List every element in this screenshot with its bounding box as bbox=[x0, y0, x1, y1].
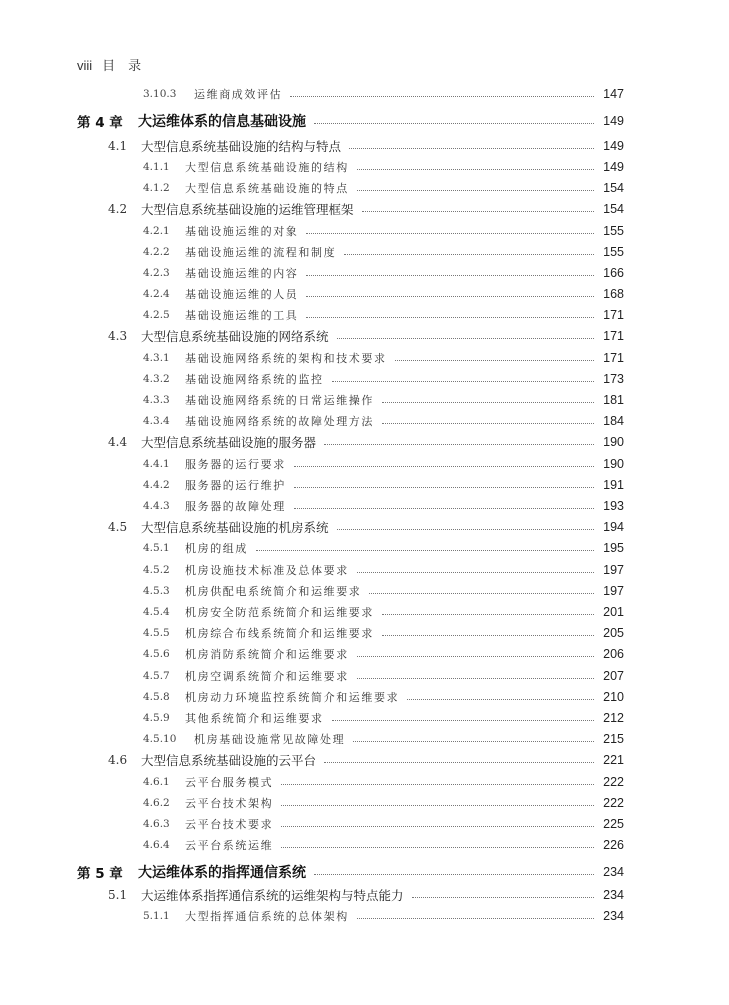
toc-entry-page: 234 bbox=[603, 888, 624, 902]
toc-entry-page: 215 bbox=[603, 732, 624, 746]
toc-entry-title: 服务器的故障处理 bbox=[185, 500, 286, 513]
dot-leader bbox=[294, 465, 594, 467]
toc-entry-number: 4.2.1 bbox=[143, 225, 170, 237]
toc-entry-number: 4.4.3 bbox=[143, 500, 170, 512]
dot-leader bbox=[357, 571, 594, 573]
toc-entry-page: 210 bbox=[603, 690, 624, 704]
dot-leader bbox=[332, 719, 594, 721]
toc-entry-number: 4.3.3 bbox=[143, 394, 170, 406]
toc-entry-title: 基础设施运维的工具 bbox=[185, 309, 299, 322]
toc-entry-page: 201 bbox=[603, 605, 624, 619]
toc-entry-page: 184 bbox=[603, 414, 624, 428]
toc-entry-page: 149 bbox=[603, 160, 624, 174]
toc-entry-page: 155 bbox=[603, 245, 624, 259]
toc-entry-title: 其他系统简介和运维要求 bbox=[185, 712, 324, 725]
toc-entry-title: 基础设施网络系统的故障处理方法 bbox=[185, 415, 374, 428]
toc-entry-sub[interactable] bbox=[0, 348, 729, 368]
dot-leader bbox=[281, 783, 594, 785]
toc-entry-page: 171 bbox=[603, 308, 624, 322]
toc-entry-page: 168 bbox=[603, 287, 624, 301]
toc-entry-number: 4.6 bbox=[108, 753, 128, 767]
toc-entry-number: 第 5 章 bbox=[77, 866, 123, 882]
dot-leader bbox=[357, 168, 594, 170]
toc-entry-number: 4.6.4 bbox=[143, 839, 170, 851]
toc-entry-section[interactable] bbox=[0, 750, 729, 770]
page-number-roman: viii bbox=[77, 58, 93, 73]
toc-entry-number: 4.4 bbox=[108, 435, 128, 449]
header-section-title: 目 录 bbox=[102, 58, 142, 73]
toc-entry-title: 基础设施网络系统的监控 bbox=[185, 373, 324, 386]
toc-entry-sub[interactable] bbox=[0, 411, 729, 431]
toc-entry-title: 基础设施运维的对象 bbox=[185, 225, 299, 238]
toc-entry-title: 基础设施运维的人员 bbox=[185, 288, 299, 301]
toc-entry-sub[interactable] bbox=[0, 772, 729, 792]
dot-leader bbox=[314, 122, 594, 124]
dot-leader bbox=[314, 873, 594, 875]
toc-entry-number: 4.1.2 bbox=[143, 182, 170, 194]
toc-entry-page: 226 bbox=[603, 838, 624, 852]
dot-leader bbox=[353, 740, 594, 742]
toc-entry-chapter[interactable] bbox=[0, 111, 729, 131]
toc-entry-number: 4.5.8 bbox=[143, 691, 170, 703]
toc-entry-page: 171 bbox=[603, 351, 624, 365]
toc-entry-number: 第 4 章 bbox=[77, 115, 123, 131]
dot-leader bbox=[306, 232, 594, 234]
dot-leader bbox=[294, 507, 594, 509]
toc-entry-number: 4.2.3 bbox=[143, 267, 170, 279]
toc-entry-number: 4.3 bbox=[108, 329, 128, 343]
dot-leader bbox=[357, 655, 594, 657]
toc-entry-number: 4.5.6 bbox=[143, 648, 170, 660]
toc-entry-page: 154 bbox=[603, 181, 624, 195]
toc-entry-number: 4.5.7 bbox=[143, 670, 170, 682]
toc-entry-number: 4.5.2 bbox=[143, 564, 170, 576]
toc-entry-page: 222 bbox=[603, 775, 624, 789]
toc-entry-page: 147 bbox=[603, 87, 624, 101]
toc-entry-sub[interactable] bbox=[0, 454, 729, 474]
toc-entry-number: 5.1 bbox=[108, 888, 128, 902]
toc-entry-title: 机房基础设施常见故障处理 bbox=[194, 733, 346, 746]
toc-entry-page: 221 bbox=[603, 753, 624, 767]
toc-entry-page: 149 bbox=[603, 114, 624, 128]
dot-leader bbox=[357, 917, 594, 919]
toc-entry-page: 195 bbox=[603, 541, 624, 555]
toc-entry-sub[interactable] bbox=[0, 242, 729, 262]
toc-entry-title: 机房综合布线系统简介和运维要求 bbox=[185, 627, 374, 640]
toc-entry-title: 机房安全防范系统简介和运维要求 bbox=[185, 606, 374, 619]
toc-entry-sub[interactable] bbox=[0, 729, 729, 749]
toc-entry-page: 171 bbox=[603, 329, 624, 343]
dot-leader bbox=[256, 549, 594, 551]
dot-leader bbox=[306, 274, 594, 276]
dot-leader bbox=[294, 486, 594, 488]
toc-entry-number: 4.5.9 bbox=[143, 712, 170, 724]
toc-entry-title: 基础设施网络系统的架构和技术要求 bbox=[185, 352, 387, 365]
toc-entry-title: 机房空调系统简介和运维要求 bbox=[185, 670, 349, 683]
toc-entry-sub[interactable] bbox=[0, 602, 729, 622]
toc-entry-title: 机房动力环境监控系统简介和运维要求 bbox=[185, 691, 400, 704]
toc-entry-page: 193 bbox=[603, 499, 624, 513]
toc-entry-number: 4.2 bbox=[108, 202, 128, 216]
toc-entry-sub[interactable] bbox=[0, 708, 729, 728]
toc-entry-number: 4.1.1 bbox=[143, 161, 170, 173]
toc-entry-title: 大型信息系统基础设施的特点 bbox=[185, 182, 349, 195]
dot-leader bbox=[382, 401, 594, 403]
toc-entry-sub[interactable] bbox=[0, 284, 729, 304]
toc-entry-title: 机房的组成 bbox=[185, 542, 248, 555]
toc-entry-sub[interactable] bbox=[0, 793, 729, 813]
toc-entry-title: 云平台技术架构 bbox=[185, 797, 274, 810]
toc-entry-title: 机房设施技术标准及总体要求 bbox=[185, 564, 349, 577]
toc-entry-number: 4.5 bbox=[108, 520, 128, 534]
toc-entry-section[interactable] bbox=[0, 136, 729, 156]
toc-entry-page: 155 bbox=[603, 224, 624, 238]
toc-entry-title: 服务器的运行要求 bbox=[185, 458, 286, 471]
toc-entry-title: 机房供配电系统简介和运维要求 bbox=[185, 585, 362, 598]
toc-entry-section[interactable] bbox=[0, 326, 729, 346]
toc-entry-sub[interactable] bbox=[0, 623, 729, 643]
toc-entry-number: 4.6.2 bbox=[143, 797, 170, 809]
toc-entry-number: 4.6.1 bbox=[143, 776, 170, 788]
toc-entry-page: 225 bbox=[603, 817, 624, 831]
toc-entry-number: 3.10.3 bbox=[143, 88, 177, 100]
dot-leader bbox=[324, 443, 594, 445]
toc-entry-page: 190 bbox=[603, 435, 624, 449]
toc-entry-page: 191 bbox=[603, 478, 624, 492]
dot-leader bbox=[281, 825, 594, 827]
toc-entry-sub[interactable] bbox=[0, 835, 729, 855]
toc-entry-title: 大型信息系统基础设施的服务器 bbox=[141, 435, 317, 450]
toc-entry-section[interactable] bbox=[0, 199, 729, 219]
toc-entry-number: 4.2.4 bbox=[143, 288, 170, 300]
toc-entry-page: 207 bbox=[603, 669, 624, 683]
toc-entry-number: 5.1.1 bbox=[143, 910, 170, 922]
dot-leader bbox=[369, 592, 594, 594]
toc-entry-page: 222 bbox=[603, 796, 624, 810]
toc-entry-title: 基础设施网络系统的日常运维操作 bbox=[185, 394, 374, 407]
toc-entry-sub[interactable] bbox=[0, 814, 729, 834]
toc-entry-title: 云平台系统运维 bbox=[185, 839, 274, 852]
dot-leader bbox=[337, 528, 594, 530]
toc-entry-title: 运维商成效评估 bbox=[194, 88, 283, 101]
toc-entry-sub[interactable] bbox=[0, 687, 729, 707]
toc-entry-number: 4.5.1 bbox=[143, 542, 170, 554]
dot-leader bbox=[332, 380, 594, 382]
dot-leader bbox=[357, 677, 594, 679]
toc-entry-page: 190 bbox=[603, 457, 624, 471]
toc-entry-title: 基础设施运维的内容 bbox=[185, 267, 299, 280]
toc-entry-number: 4.5.4 bbox=[143, 606, 170, 618]
dot-leader bbox=[344, 253, 594, 255]
toc-entry-sub[interactable] bbox=[0, 178, 729, 198]
toc-entry-page: 234 bbox=[603, 909, 624, 923]
toc-entry-title: 云平台服务模式 bbox=[185, 776, 274, 789]
toc-entry-number: 4.3.2 bbox=[143, 373, 170, 385]
toc-entry-sub[interactable] bbox=[0, 581, 729, 601]
toc-entry-number: 4.3.4 bbox=[143, 415, 170, 427]
dot-leader bbox=[382, 613, 594, 615]
toc-entry-chapter[interactable] bbox=[0, 862, 729, 882]
toc-entry-number: 4.3.1 bbox=[143, 352, 170, 364]
dot-leader bbox=[412, 896, 594, 898]
dot-leader bbox=[382, 634, 594, 636]
dot-leader bbox=[395, 359, 594, 361]
toc-entry-sub[interactable] bbox=[0, 644, 729, 664]
toc-entry-title: 机房消防系统简介和运维要求 bbox=[185, 648, 349, 661]
toc-entry-page: 194 bbox=[603, 520, 624, 534]
toc-entry-title: 云平台技术要求 bbox=[185, 818, 274, 831]
toc-entry-sub[interactable] bbox=[0, 305, 729, 325]
toc-entry-number: 4.5.5 bbox=[143, 627, 170, 639]
toc-entry-number: 4.2.2 bbox=[143, 246, 170, 258]
dot-leader bbox=[306, 295, 594, 297]
toc-entry-sub[interactable] bbox=[0, 390, 729, 410]
toc-entry-title: 大运维体系指挥通信系统的运维架构与特点能力 bbox=[141, 888, 404, 903]
toc-entry-number: 4.5.10 bbox=[143, 733, 177, 745]
toc-entry-number: 4.4.1 bbox=[143, 458, 170, 470]
toc-entry-sub[interactable] bbox=[0, 369, 729, 389]
toc-entry-page: 234 bbox=[603, 865, 624, 879]
dot-leader bbox=[281, 804, 594, 806]
toc-entry-sub[interactable] bbox=[0, 560, 729, 580]
toc-entry-title: 大型信息系统基础设施的运维管理框架 bbox=[141, 202, 354, 217]
toc-entry-page: 173 bbox=[603, 372, 624, 386]
toc-entry-title: 大型信息系统基础设施的结构 bbox=[185, 161, 349, 174]
toc-entry-sub[interactable] bbox=[0, 157, 729, 177]
toc-entry-sub[interactable] bbox=[0, 666, 729, 686]
dot-leader bbox=[281, 846, 594, 848]
toc-entry-page: 206 bbox=[603, 647, 624, 661]
toc-entry-number: 4.5.3 bbox=[143, 585, 170, 597]
toc-entry-title: 服务器的运行维护 bbox=[185, 479, 286, 492]
running-header bbox=[77, 55, 141, 74]
dot-leader bbox=[382, 422, 594, 424]
toc-entry-number: 4.1 bbox=[108, 139, 128, 153]
toc-entry-number: 4.4.2 bbox=[143, 479, 170, 491]
toc-entry-title: 大运维体系的信息基础设施 bbox=[138, 114, 306, 130]
toc-entry-title: 基础设施运维的流程和制度 bbox=[185, 246, 337, 259]
dot-leader bbox=[306, 316, 594, 318]
toc-entry-sub[interactable] bbox=[0, 906, 729, 926]
toc-entry-section[interactable] bbox=[0, 432, 729, 452]
dot-leader bbox=[324, 761, 594, 763]
toc-entry-title: 大型指挥通信系统的总体架构 bbox=[185, 910, 349, 923]
toc-entry-sub[interactable] bbox=[0, 263, 729, 283]
toc-entry-sub[interactable] bbox=[0, 496, 729, 516]
toc-entry-title: 大运维体系的指挥通信系统 bbox=[138, 865, 306, 881]
dot-leader bbox=[362, 210, 594, 212]
toc-entry-page: 154 bbox=[603, 202, 624, 216]
toc-entry-number: 4.6.3 bbox=[143, 818, 170, 830]
toc-entry-sub[interactable] bbox=[0, 84, 729, 104]
toc-entry-page: 205 bbox=[603, 626, 624, 640]
toc-entry-title: 大型信息系统基础设施的网络系统 bbox=[141, 329, 329, 344]
dot-leader bbox=[407, 698, 594, 700]
dot-leader bbox=[349, 147, 594, 149]
dot-leader bbox=[357, 189, 594, 191]
dot-leader bbox=[290, 95, 594, 97]
toc-entry-title: 大型信息系统基础设施的机房系统 bbox=[141, 520, 329, 535]
toc-entry-title: 大型信息系统基础设施的结构与特点 bbox=[141, 139, 342, 154]
toc-entry-number: 4.2.5 bbox=[143, 309, 170, 321]
toc-entry-sub[interactable] bbox=[0, 475, 729, 495]
toc-entry-page: 197 bbox=[603, 584, 624, 598]
toc-entry-sub[interactable] bbox=[0, 538, 729, 558]
toc-entry-page: 197 bbox=[603, 563, 624, 577]
toc-entry-page: 181 bbox=[603, 393, 624, 407]
toc-entry-section[interactable] bbox=[0, 885, 729, 905]
toc-entry-page: 166 bbox=[603, 266, 624, 280]
toc-entry-page: 212 bbox=[603, 711, 624, 725]
toc-entry-page: 149 bbox=[603, 139, 624, 153]
toc-entry-sub[interactable] bbox=[0, 221, 729, 241]
toc-entry-section[interactable] bbox=[0, 517, 729, 537]
toc-entry-title: 大型信息系统基础设施的云平台 bbox=[141, 753, 317, 768]
dot-leader bbox=[337, 337, 594, 339]
